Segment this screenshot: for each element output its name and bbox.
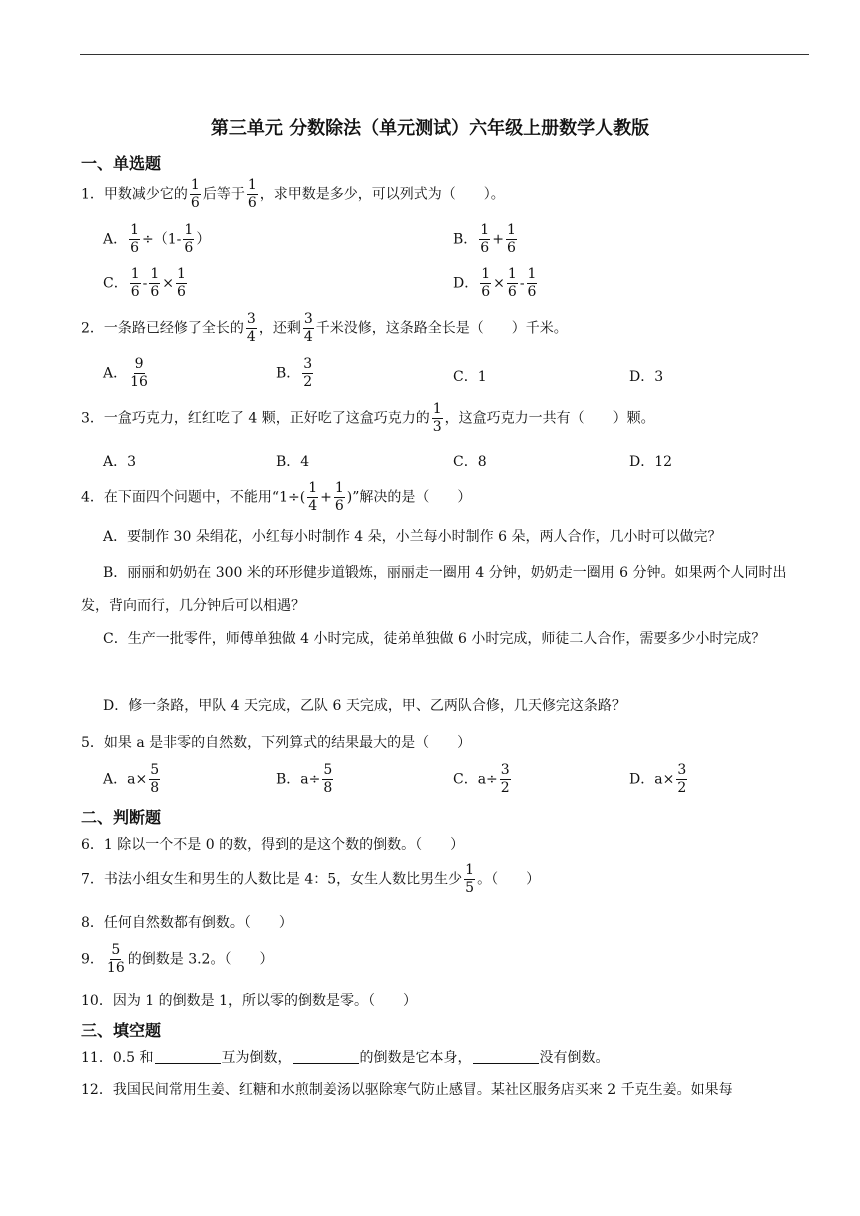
answer-blank[interactable]: [155, 1063, 221, 1064]
header-rule: [80, 54, 809, 55]
option-1d: D． $\frac{1}{6}$ × $\frac{1}{6}$ - $\frac{1}{6}$: [453, 266, 537, 300]
question-12: 12．我国民间常用生姜、红糖和水煎制姜汤以驱除寒气防止感冒。某社区服务店买来 2 千克生姜。如果每: [81, 1082, 733, 1098]
question-10: 10．因为 1 的倒数是 1，所以零的倒数是零。（ ）: [81, 993, 417, 1009]
option-5c: C．a÷ $\frac{3}{2}$: [453, 762, 510, 796]
answer-blank[interactable]: [473, 1063, 539, 1064]
page-title: 第三单元 分数除法（单元测试）六年级上册数学人教版: [210, 118, 650, 139]
option-4b: B．丽丽和奶奶在 300 米的环形健步道锻炼，丽丽走一圈用 4 分钟，奶奶走一圈用 6 分钟。如果两个人同时出发，背向而行，几分钟后可以相遇？: [81, 565, 787, 614]
option-4d: D．修一条路，甲队 4 天完成，乙队 6 天完成，甲、乙两队合修，几天修完这条路？: [103, 698, 626, 714]
option-4c: C．生产一批零件，师傅单独做 4 小时完成，徒弟单独做 6 小时完成，师徒二人合作，需要多少小时完成？: [103, 631, 766, 647]
option-4a: A．要制作 30 朵绢花，小红每小时制作 4 朵，小兰每小时制作 6 朵，两人合作，几小时可以做完？: [103, 529, 722, 545]
option-1b: B． $\frac{1}{6}$ + $\frac{1}{6}$: [453, 222, 516, 256]
option-5a: A．a× $\frac{5}{8}$: [103, 762, 160, 796]
option-3b: B．4: [276, 454, 310, 470]
option-5b: B．a÷ $\frac{5}{8}$: [276, 762, 333, 796]
option-1c: C． $\frac{1}{6}$ - $\frac{1}{6}$ × $\frac{1}{6}$: [103, 266, 186, 300]
question-5: 5．如果 a 是非零的自然数，下列算式的结果最大的是（ ）: [81, 735, 472, 751]
question-2: 2．一条路已经修了全长的 $\frac{3}{4}$ ，还剩 $\frac{3}{4}$ 千米没修，这条路全长是（ ）千米。: [81, 311, 568, 345]
section-heading-true-false: 二、判断题: [81, 808, 162, 827]
option-3d: D．12: [629, 454, 673, 470]
fraction: $\frac{1}{6}$: [247, 177, 257, 211]
fraction: $\frac{1}{6}$: [190, 177, 200, 211]
section-heading-single-choice: 一、单选题: [81, 154, 162, 173]
option-3a: A．3: [103, 454, 137, 470]
question-3: 3．一盒巧克力，红红吃了 4 颗，正好吃了这盒巧克力的 $\frac{1}{3}$ ，这盒巧克力一共有（ ）颗。: [81, 401, 655, 435]
option-3c: C．8: [453, 454, 487, 470]
question-9: 9． $\frac{5}{16}$ 的倒数是 3.2。（ ）: [81, 942, 274, 976]
answer-blank[interactable]: [293, 1063, 359, 1064]
option-2a: A． $\frac{9}{16}$: [103, 356, 148, 390]
option-2b: B． $\frac{3}{2}$: [276, 356, 313, 390]
question-7: 7．书法小组女生和男生的人数比是 4：5，女生人数比男生少 $\frac{1}{5}$ 。（ ）: [81, 862, 541, 896]
question-8: 8．任何自然数都有倒数。（ ）: [81, 915, 293, 931]
option-5d: D．a× $\frac{3}{2}$: [629, 762, 687, 796]
option-2d: D．3: [629, 369, 664, 385]
option-2c: C．1: [453, 369, 487, 385]
section-heading-fill-blank: 三、填空题: [81, 1021, 162, 1040]
question-6: 6．1 除以一个不是 0 的数，得到的是这个数的倒数。（ ）: [81, 837, 465, 853]
question-4: 4．在下面四个问题中，不能用“1÷( $\frac{1}{4}$ + $\frac{1}{6}$ )”解决的是（ ）: [81, 480, 472, 514]
question-1: 1．甲数减少它的 $\frac{1}{6}$ 后等于 $\frac{1}{6}$ ，求甲数是多少，可以列式为（ ）。: [81, 177, 505, 211]
question-11: 11．0.5 和 互为倒数， 的倒数是它本身， 没有倒数。: [81, 1050, 610, 1066]
option-1a: A． $\frac{1}{6}$ ÷（1- $\frac{1}{6}$ ）: [103, 222, 211, 256]
